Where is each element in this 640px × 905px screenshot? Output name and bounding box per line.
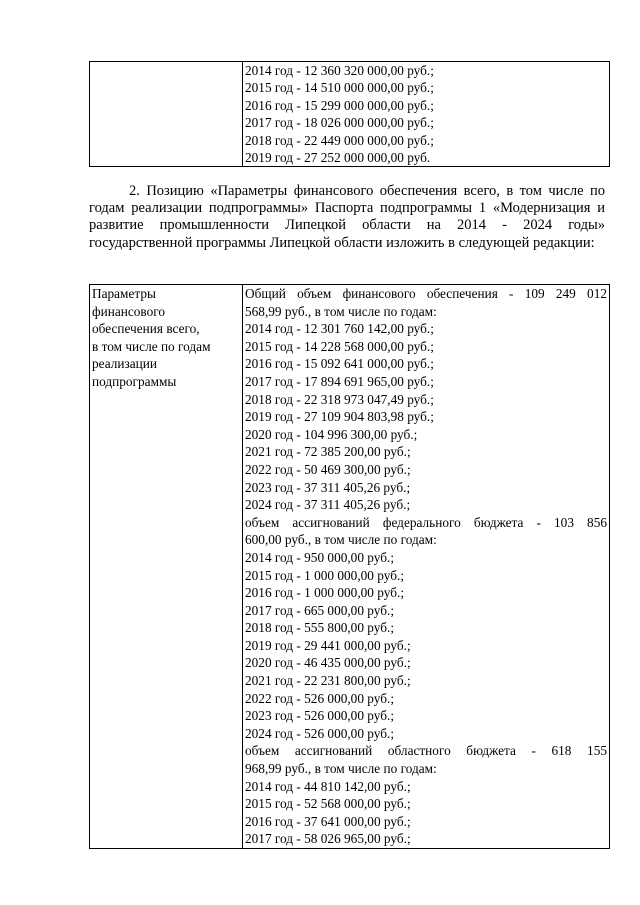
regional-year-line: 2014 год - 44 810 142,00 руб.; — [245, 778, 411, 794]
regional-budget-heading-cont: 968,99 руб., в том числе по годам: — [245, 761, 437, 777]
total-funding-heading-cont: 568,99 руб., в том числе по годам: — [245, 303, 437, 319]
total-year-line: 2024 год - 37 311 405,26 руб.; — [245, 497, 411, 513]
total-year-line: 2022 год - 50 469 300,00 руб.; — [245, 461, 411, 477]
funding-table-new — [89, 284, 610, 849]
regional-budget-heading: объем ассигнований областного бюджета - 618 155 — [245, 743, 607, 759]
total-year-line: 2023 год - 37 311 405,26 руб.; — [245, 479, 411, 495]
year-line: 2018 год - 22 449 000 000,00 руб.; — [245, 132, 434, 148]
label-line: обеспечения всего, — [92, 321, 200, 337]
total-year-line: 2018 год - 22 318 973 047,49 руб.; — [245, 391, 434, 407]
federal-year-line: 2023 год - 526 000,00 руб.; — [245, 708, 395, 724]
federal-year-line: 2014 год - 950 000,00 руб.; — [245, 549, 395, 565]
table-cell-years — [243, 62, 610, 167]
federal-year-line: 2024 год - 526 000,00 руб.; — [245, 725, 395, 741]
regional-year-line: 2015 год - 52 568 000,00 руб.; — [245, 796, 411, 812]
funding-table-previous — [89, 61, 610, 167]
federal-year-line: 2018 год - 555 800,00 руб.; — [245, 620, 395, 636]
year-line: 2019 год - 27 252 000 000,00 руб. — [245, 150, 431, 166]
label-line: реализации — [92, 356, 157, 372]
year-line: 2014 год - 12 360 320 000,00 руб.; — [245, 63, 434, 78]
label-line: подпрограммы — [92, 373, 177, 389]
label-line: в том числе по годам — [92, 338, 211, 354]
total-year-line: 2014 год - 12 301 760 142,00 руб.; — [245, 321, 434, 337]
federal-budget-heading: объем ассигнований федерального бюджета - 103 856 — [245, 514, 607, 530]
federal-year-line: 2021 год - 22 231 800,00 руб.; — [245, 673, 411, 689]
table-cell-empty — [90, 62, 243, 167]
year-line: 2016 год - 15 299 000 000,00 руб.; — [245, 97, 434, 113]
year-line: 2017 год - 18 026 000 000,00 руб.; — [245, 115, 434, 131]
total-funding-heading: Общий объем финансового обеспечения - 109 249 012 — [245, 286, 607, 301]
funding-values-cell — [243, 285, 610, 849]
federal-year-line: 2022 год - 526 000,00 руб.; — [245, 690, 395, 706]
regional-year-line: 2016 год - 37 641 000,00 руб.; — [245, 813, 411, 829]
federal-year-line: 2016 год - 1 000 000,00 руб.; — [245, 585, 405, 601]
parameter-label-cell — [90, 285, 243, 849]
amendment-paragraph — [89, 183, 605, 252]
total-year-line: 2021 год - 72 385 200,00 руб.; — [245, 444, 411, 460]
year-line: 2015 год - 14 510 000 000,00 руб.; — [245, 80, 434, 96]
federal-year-line: 2017 год - 665 000,00 руб.; — [245, 602, 395, 618]
total-year-line: 2019 год - 27 109 904 803,98 руб.; — [245, 409, 434, 425]
paragraph-text: 2. Позицию «Параметры финансового обеспечения всего, в том числе по годам реализации подпрограммы» Паспорта подпрограммы 1 «Модернизация и развитие промышленности Липецкой области на 2014 - 2024 годы» государственной программы Липецкой области изложить в следующей редакции: — [89, 183, 605, 251]
total-year-line: 2020 год - 104 996 300,00 руб.; — [245, 426, 418, 442]
total-year-line: 2015 год - 14 228 568 000,00 руб.; — [245, 338, 434, 354]
label-line: финансового — [92, 303, 166, 319]
total-year-line: 2017 год - 17 894 691 965,00 руб.; — [245, 373, 434, 389]
federal-year-line: 2020 год - 46 435 000,00 руб.; — [245, 655, 411, 671]
label-line: Параметры — [92, 286, 156, 301]
total-year-line: 2016 год - 15 092 641 000,00 руб.; — [245, 356, 434, 372]
regional-year-line: 2017 год - 58 026 965,00 руб.; — [245, 831, 411, 847]
federal-budget-heading-cont: 600,00 руб., в том числе по годам: — [245, 532, 437, 548]
federal-year-line: 2015 год - 1 000 000,00 руб.; — [245, 567, 405, 583]
federal-year-line: 2019 год - 29 441 000,00 руб.; — [245, 637, 411, 653]
